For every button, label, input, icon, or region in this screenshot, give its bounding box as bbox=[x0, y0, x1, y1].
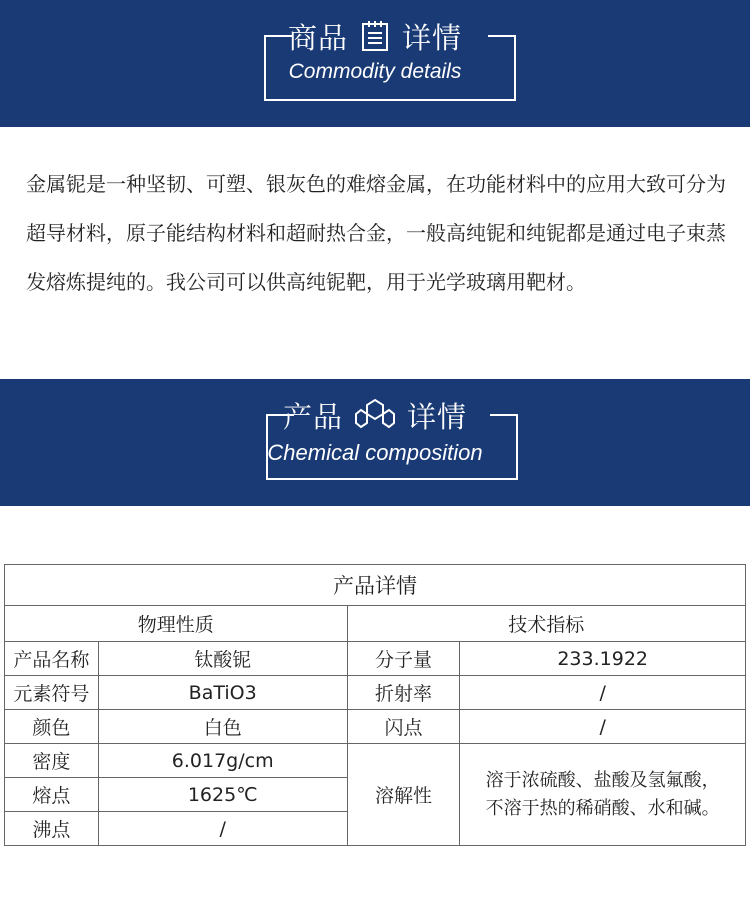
row-label: 密度 bbox=[5, 744, 99, 778]
molecule-icon bbox=[355, 397, 395, 433]
table-row bbox=[5, 710, 746, 744]
chemical-composition-banner bbox=[0, 379, 750, 506]
product-description: 金属铌是一种坚韧、可塑、银灰色的难熔金属，在功能材料中的应用大致可分为超导材料，原子能结构材料和超耐热合金，一般高纯铌和纯铌都是通过电子束蒸发熔炼提纯的。我公司可以供高纯铌靶，用于光学玻璃用靶材。 bbox=[26, 172, 726, 294]
table-row bbox=[5, 744, 746, 778]
solubility-label: 溶解性 bbox=[347, 744, 460, 846]
document-icon bbox=[360, 20, 390, 52]
banner-title-left: 产品 bbox=[282, 399, 343, 434]
row-label: 闪点 bbox=[347, 710, 460, 744]
solubility-line-1: 溶于浓硫酸、盐酸及氢氟酸， bbox=[485, 769, 720, 791]
banner-subtitle: Chemical composition bbox=[267, 440, 483, 465]
row-value: 1625℃ bbox=[98, 778, 347, 812]
banner-title-left: 商品 bbox=[287, 20, 348, 55]
banner-title bbox=[0, 18, 750, 54]
banner-title bbox=[0, 396, 750, 434]
banner-title-right: 详情 bbox=[402, 20, 463, 55]
commodity-details-banner bbox=[0, 0, 750, 127]
row-label: 颜色 bbox=[5, 710, 99, 744]
row-value: 233.1922 bbox=[460, 642, 746, 676]
row-label: 熔点 bbox=[5, 778, 99, 812]
row-label: 产品名称 bbox=[5, 642, 99, 676]
row-label: 折射率 bbox=[347, 676, 460, 710]
header-physical-properties: 物理性质 bbox=[5, 606, 348, 642]
row-value: 白色 bbox=[98, 710, 347, 744]
product-spec-table bbox=[4, 564, 746, 846]
row-value: / bbox=[460, 676, 746, 710]
banner-title-right: 详情 bbox=[407, 399, 468, 434]
row-value: 钛酸铌 bbox=[98, 642, 347, 676]
row-label: 分子量 bbox=[347, 642, 460, 676]
row-label: 元素符号 bbox=[5, 676, 99, 710]
header-technical-specs: 技术指标 bbox=[347, 606, 745, 642]
row-value: 6.017g/cm bbox=[98, 744, 347, 778]
row-value: BaTiO3 bbox=[98, 676, 347, 710]
row-value: / bbox=[460, 710, 746, 744]
banner-subtitle: Commodity details bbox=[288, 60, 462, 83]
solubility-line-2: 不溶于热的稀硝酸、水和碱。 bbox=[485, 797, 720, 819]
solubility-value bbox=[460, 744, 746, 846]
table-row bbox=[5, 642, 746, 676]
row-label: 沸点 bbox=[5, 812, 99, 846]
table-title: 产品详情 bbox=[5, 565, 746, 606]
table-row bbox=[5, 676, 746, 710]
row-value: / bbox=[98, 812, 347, 846]
